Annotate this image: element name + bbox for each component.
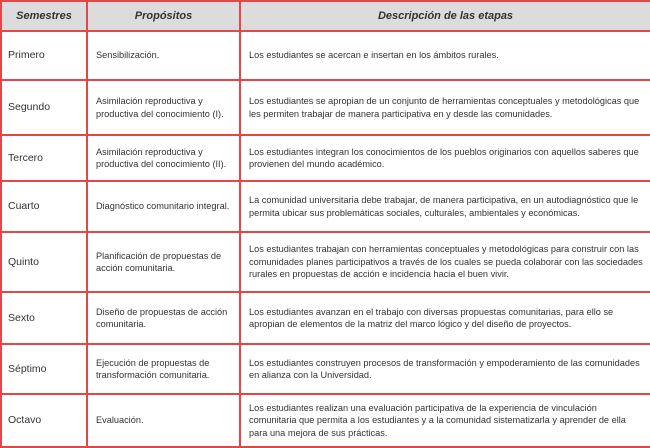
proposito-cell: Sensibilización.: [87, 31, 240, 80]
proposito-cell: Planificación de propuestas de acción comunitaria.: [87, 232, 240, 292]
descripcion-cell: Los estudiantes realizan una evaluación participativa de la experiencia de vinculación comunitaria que permita a los estudiantes y a la comunidad sistematizarla y aprender de ella para una mejora de sus prácticas.: [240, 394, 650, 447]
semestre-cell: Séptimo: [1, 344, 87, 394]
semestre-cell: Quinto: [1, 232, 87, 292]
semestre-cell: Segundo: [1, 80, 87, 135]
table-row: [1, 344, 650, 394]
table-row: [1, 292, 650, 344]
semestre-cell: Tercero: [1, 135, 87, 181]
table-row: [1, 181, 650, 232]
proposito-cell: Asimilación reproductiva y productiva del conocimiento (II).: [87, 135, 240, 181]
table-row: [1, 31, 650, 80]
semestre-cell: Octavo: [1, 394, 87, 447]
descripcion-cell: Los estudiantes avanzan en el trabajo con diversas propuestas comunitarias, para ello se apropian de elementos de la matriz del marco lógico y del diseño de proyectos.: [240, 292, 650, 344]
table-row: [1, 232, 650, 292]
proposito-cell: Diagnóstico comunitario integral.: [87, 181, 240, 232]
header-propositos: Propósitos: [87, 1, 240, 31]
table-row: [1, 394, 650, 447]
proposito-cell: Asimilación reproductiva y productiva del conocimiento (I).: [87, 80, 240, 135]
semestre-cell: Sexto: [1, 292, 87, 344]
descripcion-cell: Los estudiantes trabajan con herramientas conceptuales y metodológicas para construir con las comunidades planes participativos a través de los cuales se pueda colaborar con las sociedades rurales en propuestas de acción e incidencia hacia el buen vivir.: [240, 232, 650, 292]
table-row: [1, 135, 650, 181]
descripcion-cell: Los estudiantes se apropian de un conjunto de herramientas conceptuales y metodológicas que les permiten trabajar de manera participativa en y desde las comunidades.: [240, 80, 650, 135]
descripcion-cell: Los estudiantes se acercan e insertan en los ámbitos rurales.: [240, 31, 650, 80]
proposito-cell: Ejecución de propuestas de transformación comunitaria.: [87, 344, 240, 394]
descripcion-cell: La comunidad universitaria debe trabajar, de manera participativa, en un autodiagnóstico que le permita ubicar sus problemáticas sociales, culturales, ambientales y económicas.: [240, 181, 650, 232]
header-semestres: Semestres: [1, 1, 87, 31]
table-row: [1, 80, 650, 135]
proposito-cell: Evaluación.: [87, 394, 240, 447]
header-row: [1, 1, 650, 31]
proposito-cell: Diseño de propuestas de acción comunitaria.: [87, 292, 240, 344]
descripcion-cell: Los estudiantes construyen procesos de transformación y empoderamiento de las comunidades en alianza con la Universidad.: [240, 344, 650, 394]
semestre-cell: Primero: [1, 31, 87, 80]
header-descripcion: Descripción de las etapas: [240, 1, 650, 31]
descripcion-cell: Los estudiantes integran los conocimientos de los pueblos originarios con aquellos saberes que provienen del mundo académico.: [240, 135, 650, 181]
semestre-cell: Cuarto: [1, 181, 87, 232]
